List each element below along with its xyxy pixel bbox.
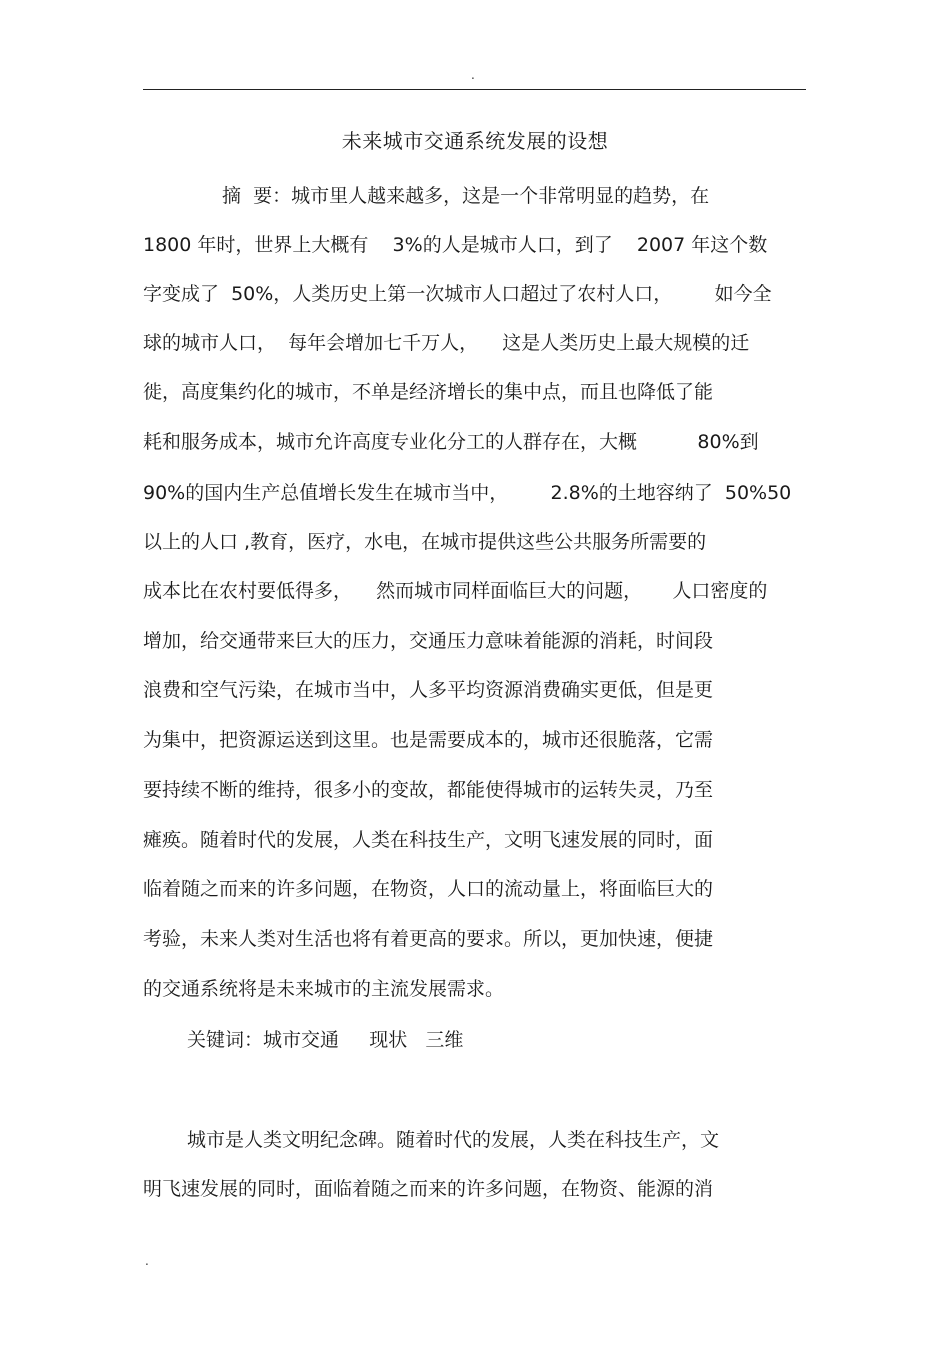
abstract-line: 字变成了 50%，人类历史上第一次城市人口超过了农村人口， 如今全: [143, 283, 772, 305]
abstract-line: 的交通系统将是未来城市的主流发展需求。: [143, 978, 505, 1000]
abstract-line: 以上的人口 ,教育，医疗，水电，在城市提供这些公共服务所需要的: [143, 531, 707, 553]
abstract-line: 要持续不断的维持，很多小的变故，都能使得城市的运转失灵，乃至: [143, 779, 714, 801]
abstract-line: 考验，未来人类对生活也将有着更高的要求。所以，更加快速，便捷: [143, 928, 714, 950]
body-line: 城市是人类文明纪念碑。随着时代的发展，人类在科技生产，文: [187, 1129, 720, 1151]
abstract-line: 临着随之而来的许多问题，在物资，人口的流动量上，将面临巨大的: [143, 878, 714, 900]
abstract-line: 球的城市人口， 每年会增加七千万人， 这是人类历史上最大规模的迁: [143, 332, 750, 354]
keywords-line: 关键词：城市交通 现状 三维: [187, 1029, 464, 1051]
abstract-line: 1800 年时，世界上大概有 3%的人是城市人口，到了 2007 年这个数: [143, 234, 768, 256]
header-marker: .: [471, 68, 475, 82]
abstract-line: 成本比在农村要低得多， 然而城市同样面临巨大的问题， 人口密度的: [143, 580, 768, 602]
abstract-line: 瘫痪。随着时代的发展，人类在科技生产，文明飞速发展的同时，面: [143, 829, 714, 851]
document-title: 未来城市交通系统发展的设想: [341, 129, 609, 153]
abstract-line: 90%的国内生产总值增长发生在城市当中， 2.8%的土地容纳了 50%50: [143, 482, 792, 504]
abstract-line: 徙，高度集约化的城市，不单是经济增长的集中点，而且也降低了能: [143, 381, 714, 403]
body-line: 明飞速发展的同时，面临着随之而来的许多问题，在物资、能源的消: [143, 1178, 714, 1200]
abstract-line: 浪费和空气污染，在城市当中，人多平均资源消费确实更低，但是更: [143, 679, 714, 701]
abstract-line: 增加，给交通带来巨大的压力，交通压力意味着能源的消耗，时间段: [143, 630, 714, 652]
header-rule: [143, 89, 806, 90]
abstract-line: 摘 要：城市里人越来越多，这是一个非常明显的趋势，在: [222, 185, 710, 207]
abstract-line: 为集中，把资源运送到这里。也是需要成本的，城市还很脆落，它需: [143, 729, 714, 751]
abstract-line: 耗和服务成本，城市允许高度专业化分工的人群存在，大概 80%到: [143, 431, 759, 453]
footer-marker: .: [145, 1254, 149, 1268]
